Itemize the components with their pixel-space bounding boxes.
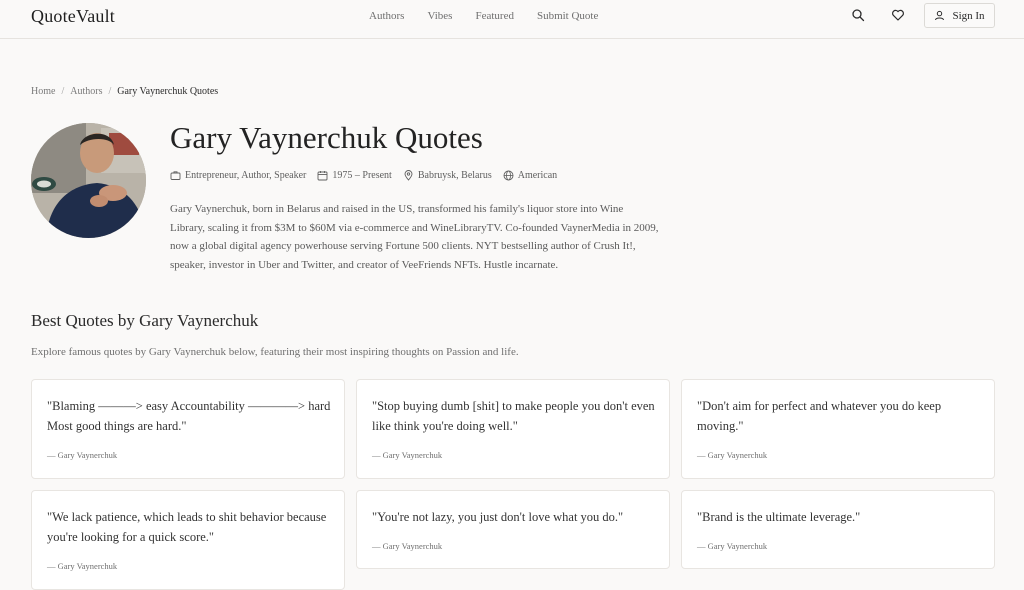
nav-authors[interactable]: Authors <box>369 10 405 22</box>
quote-card[interactable] <box>31 379 345 479</box>
quote-card[interactable] <box>356 379 670 479</box>
nav-vibes[interactable]: Vibes <box>427 10 453 22</box>
meta-profession-text: Entrepreneur, Author, Speaker <box>185 170 307 181</box>
quote-author: — Gary Vaynerchuk <box>47 561 118 571</box>
quote-author: — Gary Vaynerchuk <box>372 450 443 460</box>
section-subtitle: Explore famous quotes by Gary Vaynerchuk below, featuring their most inspiring thoughts on Passion and life. <box>31 346 519 358</box>
sign-in-button[interactable] <box>924 3 995 28</box>
meta-nationality <box>503 170 557 181</box>
quote-text: "Brand is the ultimate leverage." <box>697 510 861 524</box>
quote-author: — Gary Vaynerchuk <box>697 541 768 551</box>
quote-text: "You're not lazy, you just don't love what you do." <box>372 510 624 524</box>
breadcrumb-current: Gary Vaynerchuk Quotes <box>117 86 219 97</box>
author-photo <box>31 123 146 238</box>
calendar-icon <box>317 170 328 181</box>
breadcrumb-separator: / <box>61 86 65 97</box>
quote-card[interactable] <box>31 490 345 590</box>
quote-card[interactable] <box>356 490 670 569</box>
quote-author: — Gary Vaynerchuk <box>372 541 443 551</box>
briefcase-icon <box>170 170 181 181</box>
author-meta <box>170 170 568 181</box>
quote-text: "Blaming ———> easy Accountability ————> hard Most good things are hard." <box>47 399 331 433</box>
nav-featured[interactable]: Featured <box>475 10 514 22</box>
quote-text: "Stop buying dumb [shit] to make people you don't even like think you're doing well." <box>372 399 655 433</box>
meta-birthplace-text: Babruysk, Belarus <box>417 170 492 181</box>
site-header <box>0 0 1024 39</box>
quote-author: — Gary Vaynerchuk <box>697 450 768 460</box>
nav-submit-quote[interactable]: Submit Quote <box>536 10 599 22</box>
meta-years-text: 1975 – Present <box>332 170 392 181</box>
globe-icon <box>503 170 514 181</box>
quote-card[interactable] <box>681 379 995 479</box>
quote-card[interactable] <box>681 490 995 569</box>
meta-birthplace <box>403 170 492 181</box>
author-avatar <box>31 123 146 238</box>
sign-in-label: Sign In <box>952 9 985 22</box>
breadcrumb-authors[interactable]: Authors <box>70 86 103 97</box>
meta-years <box>317 170 391 181</box>
user-icon <box>934 10 945 21</box>
breadcrumb-separator: / <box>108 86 112 97</box>
search-icon[interactable] <box>851 8 865 22</box>
site-logo[interactable]: QuoteVault <box>31 6 115 26</box>
heart-icon[interactable] <box>891 8 905 22</box>
quote-text: "Don't aim for perfect and whatever you do keep moving." <box>697 399 942 433</box>
breadcrumb <box>31 86 218 97</box>
main-nav <box>369 10 621 22</box>
breadcrumb-home[interactable]: Home <box>31 86 56 97</box>
section-title: Best Quotes by Gary Vaynerchuk <box>31 311 259 330</box>
meta-profession <box>170 170 306 181</box>
quote-text: "We lack patience, which leads to shit behavior because you're looking for a quick score." <box>47 510 327 544</box>
page-title: Gary Vaynerchuk Quotes <box>170 120 483 155</box>
meta-nationality-text: American <box>517 170 558 181</box>
quote-author: — Gary Vaynerchuk <box>47 450 118 460</box>
map-pin-icon <box>403 170 414 181</box>
author-bio: Gary Vaynerchuk, born in Belarus and raised in the US, transformed his family's liquor store into Wine Library, scaling it from $3M to $60M via e-commerce and WineLibraryTV. Co-founded VaynerMedia in 2009, now a global digital agency powerhouse serving Fortune 500 clients. NYT bestselling author of Crush It!, speaker, investor in Uber and Twitter, and creator of VeeFriends NFTs. Hustle incarnate. <box>170 203 659 272</box>
